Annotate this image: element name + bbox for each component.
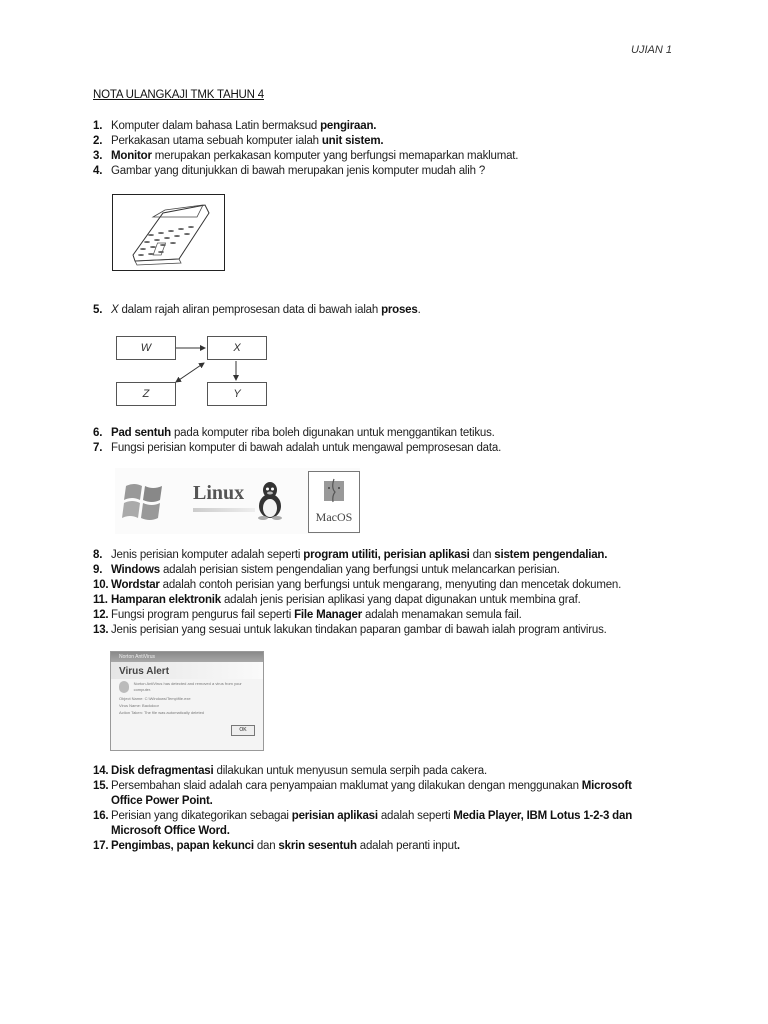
question-item [93, 303, 421, 318]
question-key-term: File Manager [294, 609, 362, 621]
question-text: Gambar yang ditunjukkan di bawah merupakan jenis komputer mudah alih ? [111, 165, 486, 177]
question-item [93, 764, 487, 779]
document-title: NOTA ULANGKAJI TMK TAHUN 4 [93, 89, 264, 101]
question-text: merupakan perkakasan komputer yang berfungsi memaparkan maklumat. [151, 150, 519, 162]
question-text: Komputer dalam bahasa Latin bermaksud [111, 120, 321, 132]
mac-finder-icon [323, 478, 345, 504]
flow-box-z: Z [116, 382, 176, 406]
dialog-detail-2: Virus Name: Backdoor [119, 703, 159, 708]
dialog-detail-1: Object Name: C:\Windows\Temp\file.exe [119, 696, 191, 701]
antivirus-shield-icon [119, 681, 129, 693]
question-number: 15. [93, 780, 109, 792]
dialog-message: Norton AntiVirus has detected and removed a virus from your computer. [133, 681, 242, 692]
question-item [93, 623, 607, 638]
question-text: adalah contoh perisian yang berfungsi untuk mengarang, menyuting dan mencetak dokumen. [159, 579, 622, 591]
question-number: 11. [93, 594, 108, 606]
page-header-label: UJIAN 1 [631, 44, 672, 56]
question-key-term: perisian aplikasi [291, 810, 378, 822]
virus-alert-dialog [110, 651, 264, 751]
windows-logo-icon [120, 476, 170, 526]
question-item [93, 608, 522, 623]
question-number: 10. [93, 579, 109, 591]
question-text: adalah peranti input [356, 840, 457, 852]
question-key-term: Media Player, IBM Lotus 1-2-3 dan [453, 810, 633, 822]
dialog-heading: Virus Alert [111, 662, 263, 679]
question-text: Perkakasan utama sebuah komputer ialah [111, 135, 322, 147]
dialog-ok-button[interactable]: OK [231, 725, 255, 736]
question-text: dan [253, 840, 279, 852]
flowchart-figure [116, 336, 276, 408]
question-text: X [111, 304, 119, 316]
macos-logo-text: MacOS [315, 510, 353, 524]
question-key-term: Microsoft [581, 780, 632, 792]
question-number: 8. [93, 549, 103, 561]
linux-swoosh [193, 508, 255, 512]
question-key-term: proses [381, 304, 418, 316]
calculator-icon [113, 195, 224, 270]
calculator-figure [112, 194, 225, 271]
question-key-term: Hamparan elektronik [111, 594, 221, 606]
question-text: dan [469, 549, 495, 561]
question-item [93, 441, 501, 456]
question-key-term: Disk defragmentasi [111, 765, 214, 777]
question-key-term: sistem pengendalian. [494, 549, 608, 561]
question-number: 9. [93, 564, 103, 576]
question-text: dilakukan untuk menyusun semula serpih pada cakera. [213, 765, 487, 777]
os-logos-figure [115, 468, 360, 534]
question-key-term: Wordstar [111, 579, 160, 591]
question-number: 17. [93, 840, 109, 852]
question-item [93, 119, 376, 134]
question-item [93, 839, 460, 854]
question-key-term: unit sistem. [321, 135, 384, 147]
question-number: 1. [93, 120, 103, 132]
question-text: . [417, 304, 421, 316]
question-item [93, 164, 485, 179]
question-text: Jenis perisian komputer adalah seperti [111, 549, 304, 561]
question-number: 13. [93, 624, 109, 636]
question-item [93, 426, 495, 441]
question-number: 16. [93, 810, 109, 822]
question-key-term: Office Power Point. [111, 795, 213, 807]
question-key-term: pengiraan. [320, 120, 377, 132]
question-key-term: Pad sentuh [111, 427, 171, 439]
question-number: 4. [93, 165, 103, 177]
question-key-term: program utiliti, perisian aplikasi [303, 549, 470, 561]
question-key-term: Microsoft Office Word. [111, 825, 230, 837]
question-item [93, 779, 632, 809]
tux-penguin-icon [255, 480, 285, 520]
question-item [93, 809, 632, 839]
question-key-term: Monitor [111, 150, 152, 162]
question-continuation [93, 824, 632, 839]
linux-logo-text: Linux [193, 482, 245, 504]
flow-box-y: Y [207, 382, 267, 406]
question-item [93, 593, 581, 608]
flow-box-w: W [116, 336, 176, 360]
question-key-term: Pengimbas, papan kekunci [111, 840, 254, 852]
question-number: 3. [93, 150, 103, 162]
question-number: 2. [93, 135, 103, 147]
question-text: adalah jenis perisian aplikasi yang dapat digunakan untuk membina graf. [220, 594, 581, 606]
question-number: 12. [93, 609, 109, 621]
question-text: adalah seperti [377, 810, 454, 822]
question-number: 6. [93, 427, 103, 439]
question-text: Fungsi program pengurus fail seperti [111, 609, 295, 621]
question-number: 5. [93, 304, 103, 316]
question-item [93, 563, 560, 578]
question-key-term: skrin sesentuh [278, 840, 357, 852]
question-number: 7. [93, 442, 103, 454]
question-text: adalah perisian sistem pengendalian yang berfungsi untuk melancarkan perisian. [159, 564, 560, 576]
question-item [93, 578, 621, 593]
question-text: pada komputer riba boleh digunakan untuk menggantikan tetikus. [170, 427, 495, 439]
question-item [93, 149, 518, 164]
question-key-term: Windows [111, 564, 160, 576]
dialog-titlebar: Norton AntiVirus [111, 652, 263, 662]
question-text: Jenis perisian yang sesuai untuk lakukan tindakan paparan gambar di bawah ialah program antivirus. [111, 624, 607, 636]
question-text: Persembahan slaid adalah cara penyampaian maklumat yang dilakukan dengan menggunakan [111, 780, 582, 792]
flow-arrows [116, 336, 276, 408]
macos-logo [308, 471, 360, 533]
question-number: 14. [93, 765, 109, 777]
question-text: Perisian yang dikategorikan sebagai [111, 810, 292, 822]
question-key-term: . [456, 840, 460, 852]
question-text: adalah menamakan semula fail. [362, 609, 522, 621]
question-text: dalam rajah aliran pemprosesan data di bawah ialah [118, 304, 382, 316]
question-text: Fungsi perisian komputer di bawah adalah untuk mengawal pemprosesan data. [111, 442, 502, 454]
flow-box-x: X [207, 336, 267, 360]
dialog-detail-3: Action Taken: The file was automatically deleted [119, 710, 205, 715]
question-item [93, 548, 607, 563]
question-continuation [93, 794, 632, 809]
question-item [93, 134, 383, 149]
